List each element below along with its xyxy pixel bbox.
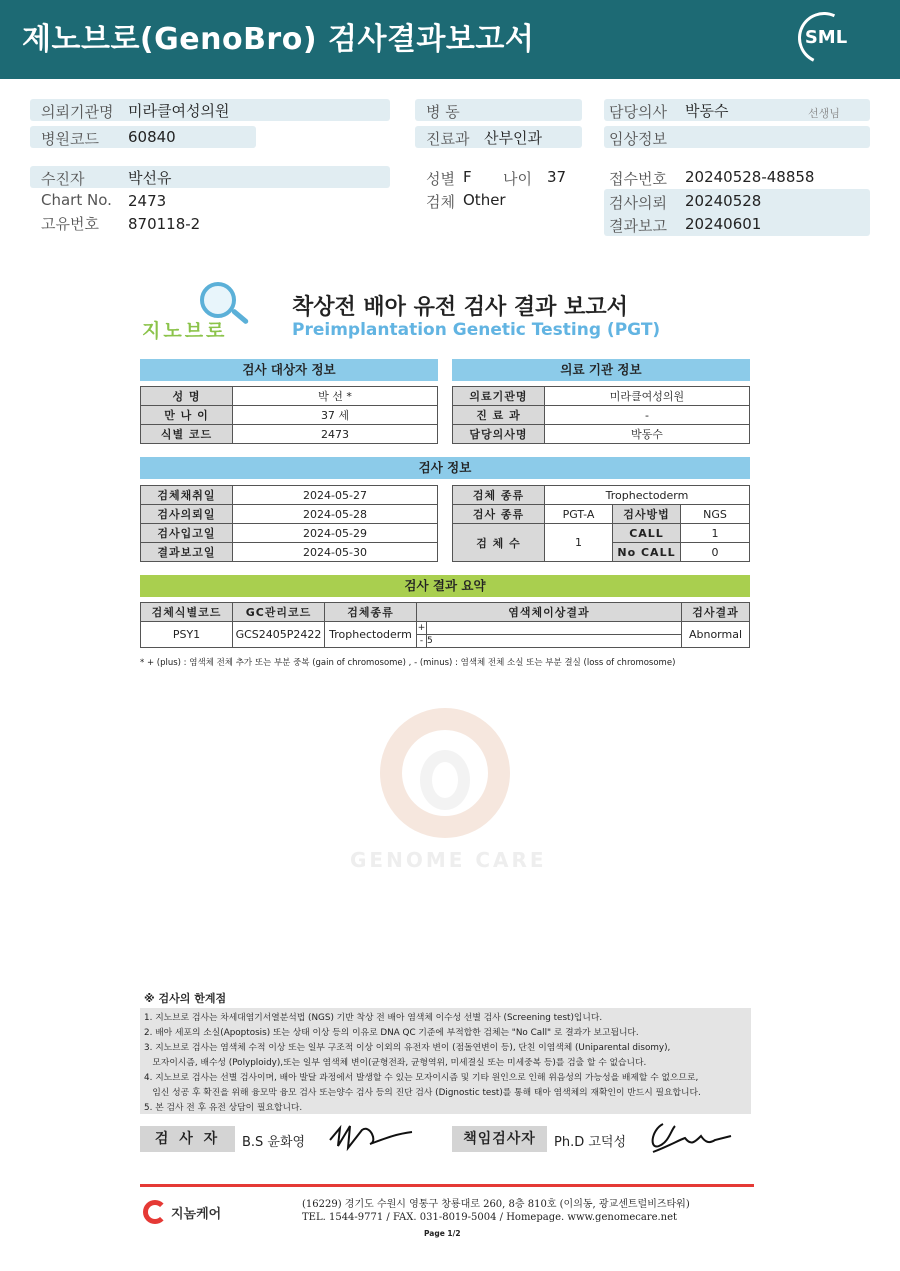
inst-dept-label: 진 료 과 <box>453 406 545 425</box>
summary-heading: 검사 결과 요약 <box>140 575 750 597</box>
genomecare-name: 지놈케어 <box>171 1207 222 1222</box>
nocall-label: No CALL <box>613 543 681 562</box>
col-chromosome: 염색체이상결과 <box>417 603 682 622</box>
inst-dept-value: - <box>545 406 750 425</box>
chart-value: 2473 <box>128 192 167 210</box>
age-label: 나이 <box>503 170 532 188</box>
method-value: NGS <box>681 505 750 524</box>
test-type-label: 검사 종류 <box>453 505 545 524</box>
count-value: 1 <box>545 524 613 562</box>
table-row <box>141 406 438 425</box>
inst-name-value: 미라클여성의원 <box>545 387 750 406</box>
inst-name-label: 의료기관명 <box>453 387 545 406</box>
date-collected-value: 2024-05-27 <box>233 486 438 505</box>
limitation-line: 4. 지노브로 검사는 선별 검사이며, 배아 발달 과정에서 발생할 수 있는 모자이시즘 및 기타 원인으로 인해 위음성의 가능성을 배제할 수 없으므로, <box>144 1073 699 1083</box>
col-gc-code: GC관리코드 <box>233 603 325 622</box>
contact-line: TEL. 1544-9771 / FAX. 031-8019-5004 / Homepage. www.genomecare.net <box>302 1212 678 1223</box>
sml-logo <box>798 12 850 64</box>
subject-table <box>140 386 438 444</box>
address-line: (16229) 경기도 수원시 영통구 창룡대로 260, 8층 810호 (이의동, 광교센트럴비즈타워) <box>302 1199 690 1210</box>
table-row <box>453 425 750 444</box>
table-row <box>141 425 438 444</box>
report-title-ko: 착상전 배아 유전 검사 결과 보고서 <box>292 295 628 320</box>
genobro-logo <box>142 282 252 342</box>
doctor-suffix: 선생님 <box>808 107 840 120</box>
report-label: 결과보고 <box>609 217 667 235</box>
plus-sign: + <box>417 623 426 633</box>
patient-label: 수진자 <box>41 170 85 188</box>
nocall-value: 0 <box>681 543 750 562</box>
unique-id-label: 고유번호 <box>41 215 99 233</box>
summary-table <box>140 602 750 648</box>
watermark-text: GENOME CARE <box>350 848 547 872</box>
page-title: 제노브로(GenoBro) 검사결과보고서 <box>22 22 535 57</box>
institution-heading: 의료 기관 정보 <box>452 359 750 381</box>
limitation-line: 5. 본 검사 전 후 유전 상담이 필요합니다. <box>144 1103 303 1113</box>
responsible-label: 책임검사자 <box>452 1126 547 1152</box>
genobro-logo-text: 지노브로 <box>142 320 228 342</box>
inst-doctor-label: 담당의사명 <box>453 425 545 444</box>
footer-address <box>302 1198 690 1224</box>
call-label: CALL <box>613 524 681 543</box>
sml-logo-text: SML <box>804 27 848 48</box>
institution-value: 미라클여성의원 <box>128 102 230 120</box>
hospital-code-label: 병원코드 <box>41 130 99 148</box>
institution-label: 의뢰기관명 <box>41 103 114 121</box>
date-received-label: 검사입고일 <box>141 524 233 543</box>
subject-age-value: 37 세 <box>233 406 438 425</box>
responsible-name: Ph.D 고덕성 <box>554 1135 627 1150</box>
chart-label: Chart No. <box>41 191 112 209</box>
doctor-value: 박동수 <box>685 102 729 120</box>
dept-value: 산부인과 <box>484 129 542 147</box>
date-reported-value: 2024-05-30 <box>233 543 438 562</box>
watermark-inner-icon <box>420 750 470 810</box>
sex-label: 성별 <box>426 170 455 188</box>
request-value: 20240528 <box>685 192 762 210</box>
hospital-code-value: 60840 <box>128 128 176 146</box>
tester-name: B.S 윤화영 <box>242 1135 306 1150</box>
tester-label: 검 사 자 <box>140 1126 235 1152</box>
test-type-value: PGT-A <box>545 505 613 524</box>
table-row <box>141 524 438 543</box>
header-bar <box>0 0 900 79</box>
minus-sign: - <box>417 635 427 648</box>
inst-doctor-value: 박동수 <box>545 425 750 444</box>
genomecare-logo <box>143 1198 233 1226</box>
type-cell: Trophectoderm <box>325 622 417 648</box>
date-requested-value: 2024-05-28 <box>233 505 438 524</box>
table-row <box>141 505 438 524</box>
genomecare-g-icon <box>143 1200 167 1224</box>
method-label: 검사방법 <box>613 505 681 524</box>
limitation-line: 2. 배아 세포의 소실(Apoptosis) 또는 상태 이상 등의 이유로 DNA QC 기준에 부적합한 검체는 "No Call" 로 결과가 보고됩니다. <box>144 1028 639 1038</box>
table-row <box>453 486 750 505</box>
subject-heading: 검사 대상자 정보 <box>140 359 438 381</box>
tester-signature-icon <box>326 1118 416 1154</box>
footer-divider <box>140 1184 754 1187</box>
report-value: 20240601 <box>685 215 762 233</box>
limitation-line: 임신 성공 후 확진을 위해 융모막 융모 검사 또는양수 검사 등의 진단 검사 (Dignostic test)를 통해 태아 염색체의 재확인이 반드시 필요합니다. <box>144 1088 701 1098</box>
magnifier-icon <box>200 282 236 318</box>
table-row <box>453 524 750 543</box>
test-dates-table <box>140 485 438 562</box>
table-row <box>141 543 438 562</box>
specimen-value: Other <box>463 191 506 209</box>
date-requested-label: 검사의뢰일 <box>141 505 233 524</box>
specimen-type-value: Trophectoderm <box>545 486 750 505</box>
limitation-line: 모자이시즘, 배수성 (Polyploidy),또는 일부 염색체 변이(균형전좌, 균형역위, 미세결실 또는 미세중복 등)를 검출 할 수 없습니다. <box>144 1058 647 1068</box>
receipt-label: 접수번호 <box>609 170 667 188</box>
date-collected-label: 검체채취일 <box>141 486 233 505</box>
limitation-line: 3. 지노브로 검사는 염색체 수적 이상 또는 일부 구조적 이상 이외의 유전자 변이 (점돌연변이 등), 단친 이염색체 (Uniparental disomy), <box>144 1043 671 1053</box>
date-received-value: 2024-05-29 <box>233 524 438 543</box>
table-row <box>141 387 438 406</box>
limitation-line: 1. 지노브로 검사는 차세대염기서열분석법 (NGS) 기반 착상 전 배아 염색체 이수성 선별 검사 (Screening test)입니다. <box>144 1013 603 1023</box>
col-type: 검체종류 <box>325 603 417 622</box>
table-row <box>141 603 750 622</box>
plus-value <box>427 622 682 635</box>
clinical-label: 임상정보 <box>609 130 667 148</box>
specimen-type-label: 검체 종류 <box>453 486 545 505</box>
subject-id-value: 2473 <box>233 425 438 444</box>
table-row <box>141 486 438 505</box>
limitations-title: ※ 검사의 한계점 <box>144 992 227 1005</box>
count-label: 검 체 수 <box>453 524 545 562</box>
age-value: 37 <box>547 168 567 186</box>
call-value: 1 <box>681 524 750 543</box>
dept-label: 진료과 <box>426 130 470 148</box>
subject-age-label: 만 나 이 <box>141 406 233 425</box>
sex-value: F <box>463 168 472 186</box>
report-title-en: Preimplantation Genetic Testing (PGT) <box>292 320 661 340</box>
doctor-label: 담당의사 <box>609 103 667 121</box>
test-info-heading: 검사 정보 <box>140 457 750 479</box>
magnifier-handle-icon <box>231 308 250 325</box>
date-reported-label: 결과보고일 <box>141 543 233 562</box>
subject-name-label: 성 명 <box>141 387 233 406</box>
sample-id-cell: PSY1 <box>141 622 233 648</box>
page-number: Page 1/2 <box>424 1229 461 1238</box>
patient-value: 박선유 <box>128 169 172 187</box>
table-row <box>453 387 750 406</box>
col-sample-id: 검체식별코드 <box>141 603 233 622</box>
result-cell: Abnormal <box>682 622 750 648</box>
ward-label: 병 동 <box>426 103 460 121</box>
gc-code-cell: GCS2405P2422 <box>233 622 325 648</box>
minus-value: 5 <box>427 635 682 648</box>
unique-id-value: 870118-2 <box>128 215 201 233</box>
limitations-box <box>140 1008 751 1114</box>
subject-name-value: 박 선 * <box>233 387 438 406</box>
institution-table <box>452 386 750 444</box>
test-detail-table <box>452 485 750 562</box>
summary-footnote: * + (plus) : 염색체 전체 추가 또는 부분 중복 (gain of chromosome) , - (minus) : 염색체 전체 소실 또는 부분 결실 (loss of chromosome) <box>140 658 676 668</box>
request-label: 검사의뢰 <box>609 194 667 212</box>
responsible-signature-icon <box>645 1116 735 1158</box>
table-row <box>453 406 750 425</box>
table-row <box>141 622 750 635</box>
specimen-label: 검체 <box>426 193 455 211</box>
receipt-value: 20240528-48858 <box>685 168 815 186</box>
col-result: 검사결과 <box>682 603 750 622</box>
table-row <box>453 505 750 524</box>
subject-id-label: 식별 코드 <box>141 425 233 444</box>
